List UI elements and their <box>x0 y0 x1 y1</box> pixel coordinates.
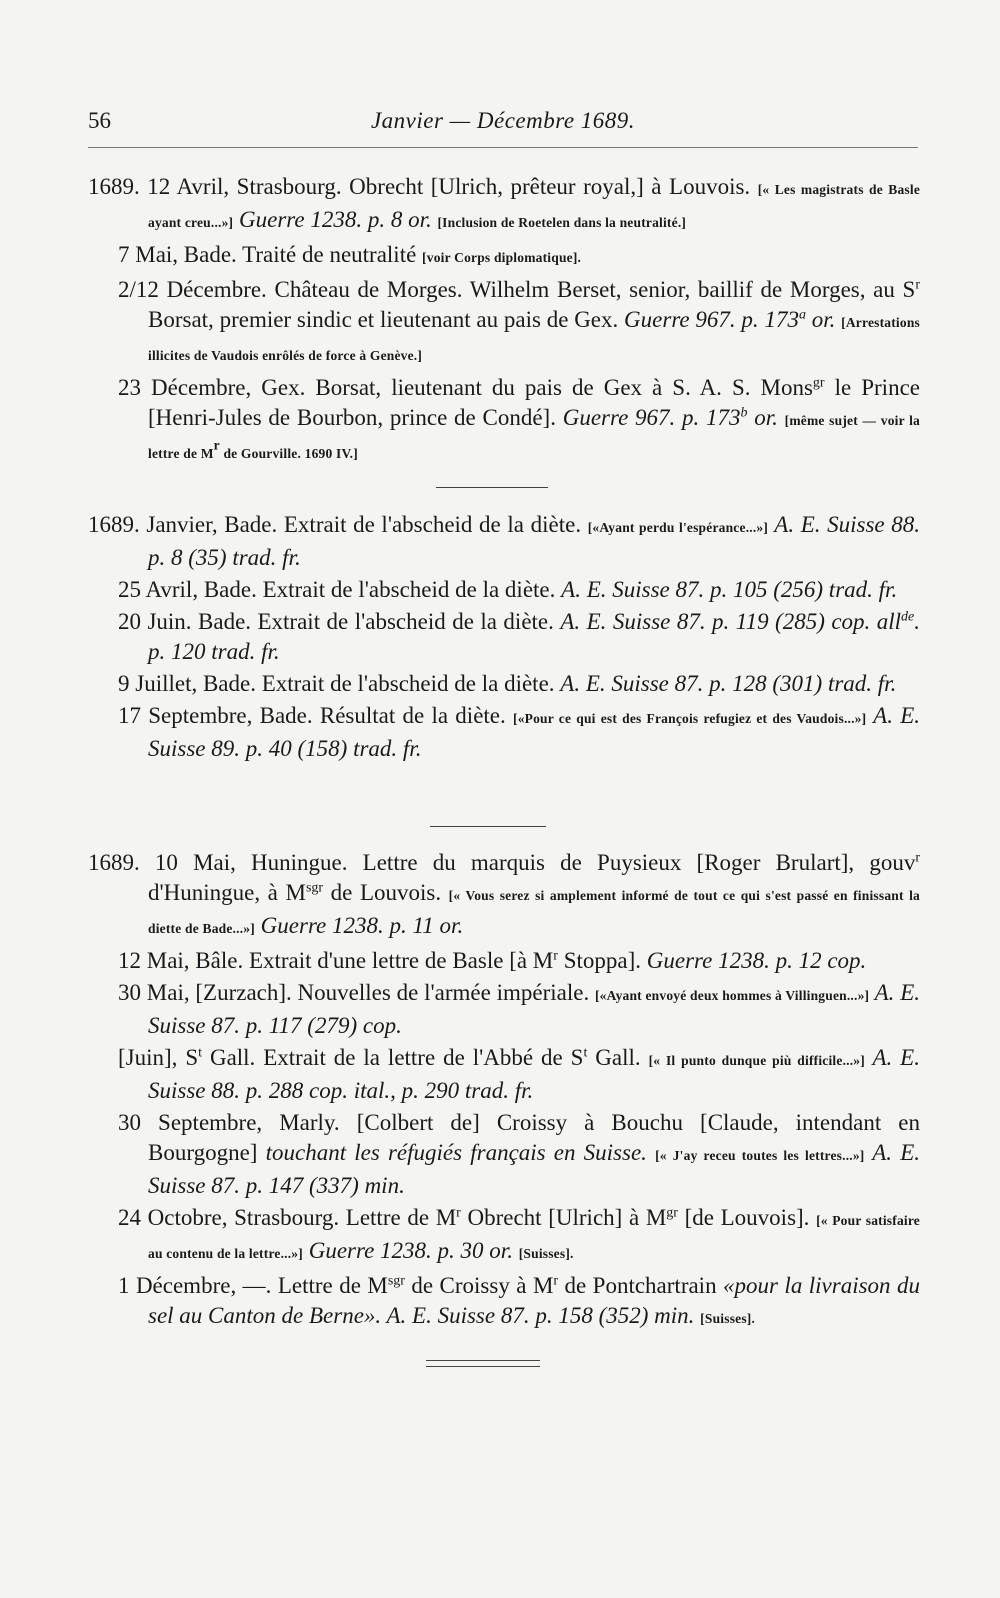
entry-text: sgr <box>387 1273 405 1289</box>
entry-text: 30 Mai, [Zurzach]. Nouvelles de l'armée impériale. <box>118 980 595 1005</box>
incipit-note: [voir Corps diplomatique]. <box>422 250 582 265</box>
archive-reference: touchant les réfugiés français en Suisse. <box>265 1140 656 1165</box>
catalog-entry <box>118 701 920 764</box>
archive-reference: Guerre 967. p. 173 <box>624 307 799 332</box>
section-separator-1 <box>436 487 548 488</box>
entry-text: 23 Décembre, Gex. Borsat, lieutenant du pais de Gex à S. A. S. Mons <box>118 375 813 400</box>
incipit-note: [Arrestations illicites de Vaudois enrôlés de force à Genève.] <box>148 315 920 363</box>
entry-text: gr <box>812 375 825 391</box>
incipit-note: [«Pour ce qui est des François refugiez et des Vaudois...»] <box>513 711 867 726</box>
incipit-note: r <box>213 437 220 453</box>
entry-text: r <box>915 277 920 293</box>
archive-reference: «pour la livraison du sel au Canton de Berne». A. E. Suisse 87. p. 158 (352) min. <box>148 1273 920 1328</box>
archive-reference: A. E. Suisse 87. p. 105 (256) trad. fr. <box>561 577 898 602</box>
incipit-note: [même sujet — voir la lettre de M <box>148 413 921 461</box>
catalog-entry <box>118 275 920 371</box>
catalog-entry <box>118 1271 920 1334</box>
archive-reference: or. <box>805 307 842 332</box>
entry-text: [de Louvois]. <box>677 1205 817 1230</box>
archive-reference: b <box>740 405 748 421</box>
section-3 <box>0 848 1000 1336</box>
entry-text: 9 Juillet, Bade. Extrait de l'abscheid de la diète. <box>118 671 561 696</box>
entry-text: 17 Septembre, Bade. Résultat de la diète. <box>118 703 514 728</box>
entry-text: 7 Mai, Bade. Traité de neutralité <box>118 242 423 267</box>
catalog-entry <box>118 607 920 667</box>
entry-text: Obrecht [Ulrich] à M <box>460 1205 667 1230</box>
catalog-entry <box>88 172 921 238</box>
page-number: 56 <box>88 108 111 133</box>
entry-text: t <box>583 1045 588 1061</box>
entry-text: le Prince [Henri-Jules de Bourbon, prince de Condé]. <box>148 375 920 430</box>
incipit-note: [« Il punto dunque più difficile...»] <box>648 1053 865 1068</box>
archive-reference: A. E. Suisse 88. p. 8 (35) trad. fr. <box>148 512 920 570</box>
incipit-note: [«Ayant perdu l'espérance...»] <box>587 520 769 535</box>
running-title: Janvier — Décembre 1689. <box>370 108 636 133</box>
catalog-entry <box>88 510 920 573</box>
end-rule-top <box>426 1360 540 1361</box>
entry-text: d'Huningue, à M <box>148 880 306 905</box>
archive-reference: a <box>798 307 806 323</box>
entry-text: r <box>553 948 558 964</box>
entry-text: de Croissy à M <box>404 1273 554 1298</box>
incipit-note: [Inclusion de Roetelen dans la neutralité.] <box>437 215 687 230</box>
entry-text: [Juin], S <box>118 1045 199 1070</box>
entry-text: Gall. Extrait de la lettre de l'Abbé de S <box>202 1045 584 1070</box>
catalog-entry <box>118 373 921 469</box>
entry-text: 1 Décembre, —. Lettre de M <box>118 1273 388 1298</box>
entry-text: 30 Septembre, Marly. [Colbert de] Croissy à Bouchu [Claude, intendant en Bourgogne] <box>118 1110 920 1165</box>
incipit-note: [Suisses]. <box>518 1246 574 1261</box>
catalog-entry <box>118 978 920 1041</box>
catalog-entry <box>118 669 920 699</box>
catalog-entry <box>88 848 920 944</box>
entry-text: 12 Mai, Bâle. Extrait d'une lettre de Basle [à M <box>118 948 554 973</box>
entry-text: 20 Juin. Bade. Extrait de l'abscheid de la diète. <box>118 609 561 634</box>
entry-text: Stoppa]. <box>557 948 647 973</box>
archive-reference: A. E. Suisse 87. p. 119 (285) cop. all <box>560 609 902 634</box>
archive-reference: Guerre 1238. p. 12 cop. <box>646 948 867 973</box>
entry-text: 1689. Janvier, Bade. Extrait de l'abscheid de la diète. <box>88 512 588 537</box>
archive-reference: A. E. Suisse 87. p. 128 (301) trad. fr. <box>560 671 897 696</box>
archive-reference: Guerre 967. p. 173 <box>562 405 741 430</box>
catalog-entry <box>118 240 920 273</box>
entry-text: Borsat, premier sindic et lieutenant au pais de Gex. <box>148 307 625 332</box>
archive-reference: de <box>901 609 915 625</box>
page-header <box>88 108 918 142</box>
archive-reference: Guerre 1238. p. 11 or. <box>254 913 464 938</box>
entry-text: sgr <box>305 880 324 896</box>
section-separator-2 <box>430 826 546 827</box>
entry-text: de Louvois. <box>323 880 449 905</box>
catalog-entry <box>118 1043 920 1106</box>
section-2 <box>0 510 1000 766</box>
archive-reference: Guerre 1238. p. 30 or. <box>302 1238 519 1263</box>
entry-text: Gall. <box>587 1045 649 1070</box>
entry-text: r <box>915 850 920 866</box>
archive-reference: A. E. Suisse 89. p. 40 (158) trad. fr. <box>148 703 920 761</box>
archive-reference: A. E. Suisse 88. p. 288 cop. ital., p. 290 trad. fr. <box>148 1045 920 1103</box>
archive-reference: A. E. Suisse 87. p. 147 (337) min. <box>148 1140 921 1198</box>
entry-text: r <box>456 1205 461 1221</box>
entry-text: t <box>198 1045 203 1061</box>
entry-text: 25 Avril, Bade. Extrait de l'abscheid de la diète. <box>118 577 562 602</box>
incipit-note: [« Vous serez si amplement informé de tout ce qui s'est passé en finissant la diette de Bade...»] <box>148 888 920 936</box>
entry-text: 2/12 Décembre. Château de Morges. Wilhelm Berset, senior, baillif de Morges, au S <box>118 277 916 302</box>
catalog-entry <box>118 1108 921 1201</box>
entry-text: 24 Octobre, Strasbourg. Lettre de M <box>118 1205 457 1230</box>
entry-text: de Pontchartrain <box>558 1273 724 1298</box>
incipit-note: [Suisses]. <box>700 1311 756 1326</box>
section-1 <box>0 172 1000 471</box>
incipit-note: [« Les magistrats de Basle ayant creu...»] <box>148 182 921 230</box>
incipit-note: de Gourville. 1690 IV.] <box>219 446 358 461</box>
end-rule-bottom <box>426 1366 540 1367</box>
archive-reference: . p. 120 trad. fr. <box>148 609 920 664</box>
incipit-note: [« Pour satisfaire au contenu de la lettre...»] <box>148 1213 920 1261</box>
entry-text: 1689. 10 Mai, Huningue. Lettre du marquis de Puysieux [Roger Brulart], gouv <box>88 850 916 875</box>
header-rule <box>88 147 918 148</box>
entry-text: 1689. 12 Avril, Strasbourg. Obrecht [Ulrich, prêteur royal,] à Louvois. <box>88 174 758 199</box>
entry-text: r <box>553 1273 559 1289</box>
catalog-entry <box>118 575 920 605</box>
archive-reference: Guerre 1238. p. 8 or. <box>233 207 438 232</box>
catalog-entry <box>118 1203 920 1269</box>
archive-reference: or. <box>747 405 785 430</box>
incipit-note: [«Ayant envoyé deux hommes à Villinguen...»] <box>594 988 870 1003</box>
incipit-note: [« J'ay receu toutes les lettres...»] <box>655 1148 865 1163</box>
catalog-entry <box>118 946 920 976</box>
archive-reference: A. E. Suisse 87. p. 117 (279) cop. <box>148 980 920 1038</box>
entry-text: gr <box>666 1205 678 1221</box>
